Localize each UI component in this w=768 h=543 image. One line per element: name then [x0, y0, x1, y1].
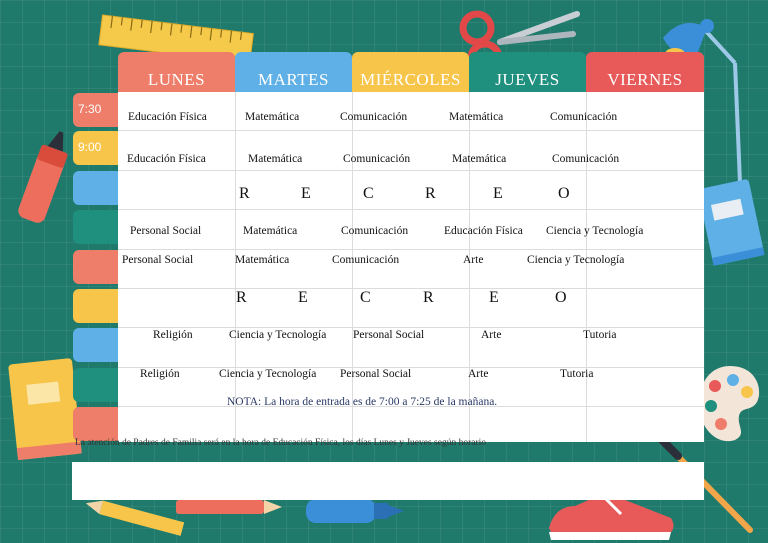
class-cell: Comunicación [550, 111, 618, 123]
book-icon [695, 175, 768, 270]
class-cell: Comunicación [552, 153, 620, 165]
day-label-viernes: VIERNES [607, 70, 683, 89]
class-cell: Matemática [452, 153, 507, 165]
class-cell: Arte [468, 368, 489, 380]
recreo-letter: R [236, 289, 247, 306]
class-cell: Tutoria [560, 368, 594, 380]
tab-jueves [469, 52, 586, 92]
class-cell: Educación Física [444, 225, 523, 237]
day-label-jueves: JUEVES [495, 70, 560, 89]
class-cell: Arte [463, 254, 484, 266]
class-cell: Comunicación [332, 254, 400, 266]
class-cell: Ciencia y Tecnología [229, 329, 327, 341]
class-cell: Arte [481, 329, 502, 341]
class-cell: Religión [140, 368, 180, 380]
class-cell: Comunicación [343, 153, 411, 165]
class-cell: Educación Física [127, 153, 206, 165]
recreo-letter: E [298, 289, 308, 306]
tab-viernes [586, 52, 704, 92]
time-strip [73, 93, 118, 127]
row-strip [73, 328, 118, 362]
class-cell: Matemática [248, 153, 303, 165]
class-cell: Personal Social [122, 254, 194, 266]
recreo-letter: E [493, 185, 503, 202]
class-cell: Religión [153, 329, 193, 341]
row-strip [73, 407, 118, 441]
class-cell: Personal Social [130, 225, 202, 237]
class-cell: Matemática [235, 254, 290, 266]
day-label-lunes: LUNES [147, 70, 206, 89]
class-cell: Personal Social [340, 368, 412, 380]
footer-box [72, 462, 704, 500]
nota-text: NOTA: La hora de entrada es de 7:00 a 7:25 de la mañana. [227, 396, 498, 408]
class-cell: Matemática [243, 225, 298, 237]
class-cell: Matemática [449, 111, 504, 123]
class-cell: Tutoria [583, 329, 617, 341]
row-strip [73, 250, 118, 284]
time-label: 9:00 [78, 140, 102, 154]
schedule-table [118, 92, 704, 442]
class-cell: Matemática [245, 111, 300, 123]
recreo-letter: O [558, 185, 570, 202]
class-cell: Ciencia y Tecnología [527, 254, 625, 266]
tab-martes [235, 52, 352, 92]
day-label-miercoles: MIÉRCOLES [360, 70, 461, 89]
class-cell: Comunicación [341, 225, 409, 237]
recreo-letter: R [425, 185, 436, 202]
tab-lunes [118, 52, 235, 92]
footer-note: La atención de Padres de Familia será en la hora de Educación Física, los días Lunes y Jueves según horario [75, 438, 487, 448]
class-cell: Ciencia y Tecnología [219, 368, 317, 380]
row-strip [73, 368, 118, 402]
recreo-letter: E [489, 289, 499, 306]
tab-miercoles [352, 52, 469, 92]
marker-icon [15, 125, 75, 230]
class-cell: Comunicación [340, 111, 408, 123]
time-label: 7:30 [78, 102, 102, 116]
class-cell: Educación Física [128, 111, 207, 123]
recreo-letter: C [363, 185, 374, 202]
row-strip [73, 289, 118, 323]
recreo-letter: R [239, 185, 250, 202]
recreo-letter: E [301, 185, 311, 202]
row-strip [73, 210, 118, 244]
recreo-letter: C [360, 289, 371, 306]
day-label-martes: MARTES [258, 70, 329, 89]
row-strip [73, 171, 118, 205]
class-cell: Personal Social [353, 329, 425, 341]
recreo-letter: R [423, 289, 434, 306]
class-cell: Ciencia y Tecnología [546, 225, 644, 237]
time-strip [73, 131, 118, 165]
recreo-letter: O [555, 289, 567, 306]
